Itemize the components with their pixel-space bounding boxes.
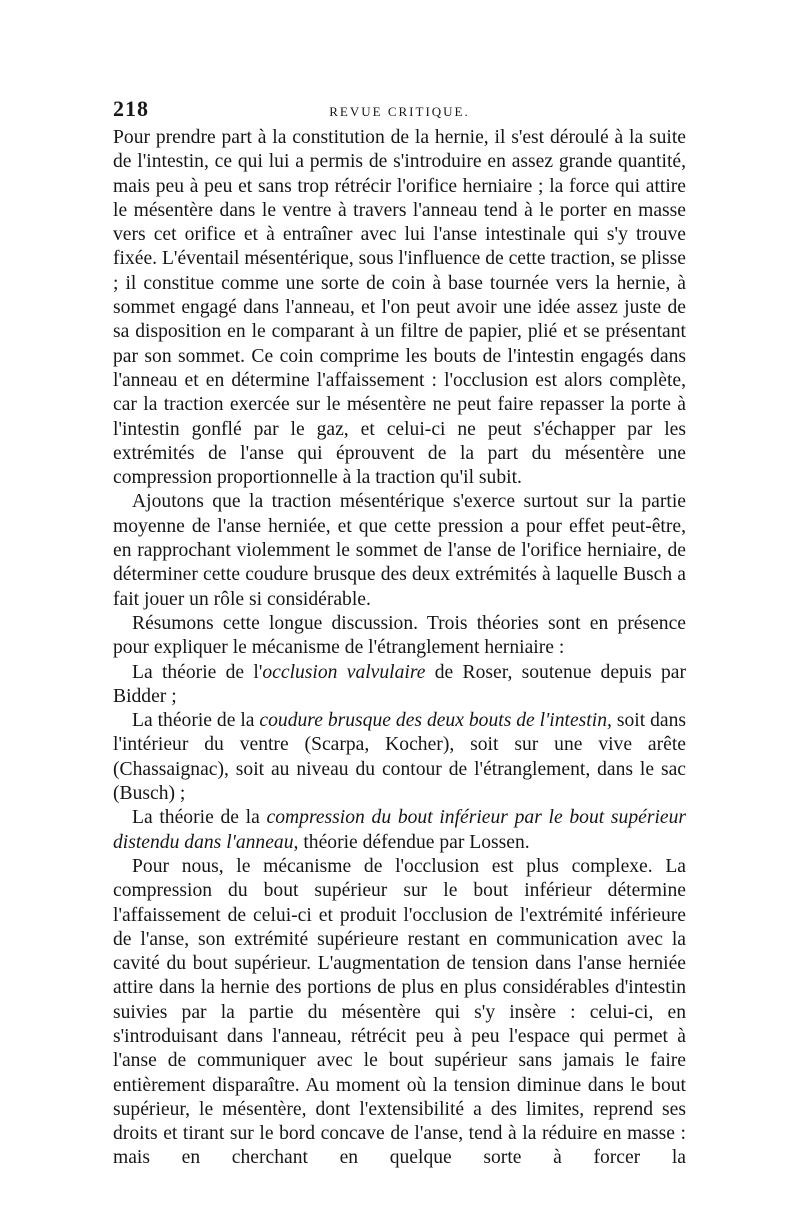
running-title: REVUE CRITIQUE. [329,104,470,119]
paragraph-text: théorie défendue par Lossen. [298,831,530,853]
italic-text: coudure brusque des deux bouts de l'intestin, [259,710,612,732]
body-text [113,126,686,1171]
page [113,96,686,1171]
paragraph-text: Résumons cette longue discussion. Trois théories sont en présence pour expliquer le mécanisme de l'étranglement herniaire : [113,612,686,659]
paragraph-text: Ajoutons que la traction mésentérique s'exerce surtout sur la partie moyenne de l'anse herniée, et que cette pression a pour effet peut-être, en rapprochant violemment le sommet de l'anse de l'orifice herniaire, de déterminer cette coudure brusque des deux extrémités à laquelle Busch a fait jouer un rôle si considérable. [113,491,686,610]
page-number: 218 [113,96,149,121]
paragraph [113,855,686,1171]
paragraph [113,490,686,611]
paragraph [113,806,686,855]
paragraph-text: La théorie de l' [132,661,263,683]
paragraph-text: La théorie de la [132,710,260,732]
paragraph-text: de Roser, soutenue depuis par Bidder ; [113,661,687,707]
paragraph-text: soit dans l'intérieur du ventre (Scarpa, Kocher), soit sur une vive arête (Chassaignac), soit au niveau du contour de l'étranglement, dans le sac (Busch) ; [113,710,686,805]
paragraph [113,661,686,710]
running-head [113,96,686,126]
italic-text: compression du bout inférieur par le bout supérieur distendu dans l'anneau, [113,807,687,853]
paragraph [113,126,686,490]
paragraph-text: La théorie de la [132,807,267,829]
paragraph [113,709,686,806]
paragraph-text: Pour prendre part à la constitution de la hernie, il s'est déroulé à la suite de l'intestin, ce qui lui a permis de s'introduire en assez grande quantité, mais peu à peu et sans trop rétrécir l'orifice herniaire ; la force qui attire le mésentère dans le ventre à travers l'anneau tend à le porter en masse vers cet orifice et à entraîner avec lui l'anse intestinale qui s'y trouve fixée. L'éventail mésentérique, sous l'influence de cette traction, se plisse ; il constitue comme une sorte de coin à base tournée vers la hernie, à sommet engagé dans l'anneau, et l'on peut avoir une idée assez juste de sa disposition en le comparant à un filtre de papier, plié et se présentant par son sommet. Ce coin comprime les bouts de l'intestin engagés dans l'anneau et en détermine l'affaissement : l'occlusion est alors complète, car la traction exercée sur le mésentère ne peut faire repasser la porte à l'intestin gonflé par le gaz, et celui-ci ne peut s'échapper par les extrémités de l'anse qui éprouvent de la part du mésentère une compression proportionnelle à la traction qu'il subit. [113,127,686,489]
paragraph-text: Pour nous, le mécanisme de l'occlusion est plus complexe. La compression du bout supérieur sur le bout inférieur détermine l'affaissement de celui-ci et produit l'occlusion de l'extrémité inférieure de l'anse, son extrémité supérieure restant en communication avec la cavité du bout supérieur. L'augmentation de tension dans l'anse herniée attire dans la hernie des portions de plus en plus considérables d'intestin suivies par la partie du mésentère qui s'y insère : celui-ci, en s'introduisant dans l'anneau, rétrécit peu à peu l'espace qui permet à l'anse de communiquer avec le bout supérieur sans jamais le faire entièrement disparaître. Au moment où la tension diminue dans le bout supérieur, le mésentère, dont l'extensibilité a des limites, reprend ses droits et tirant sur le bord concave de l'anse, tend à la réduire en masse : mais en cherchant en quelque sorte à forcer la [113,855,686,1169]
paragraph [113,612,686,661]
italic-text: occlusion valvulaire [262,661,426,683]
